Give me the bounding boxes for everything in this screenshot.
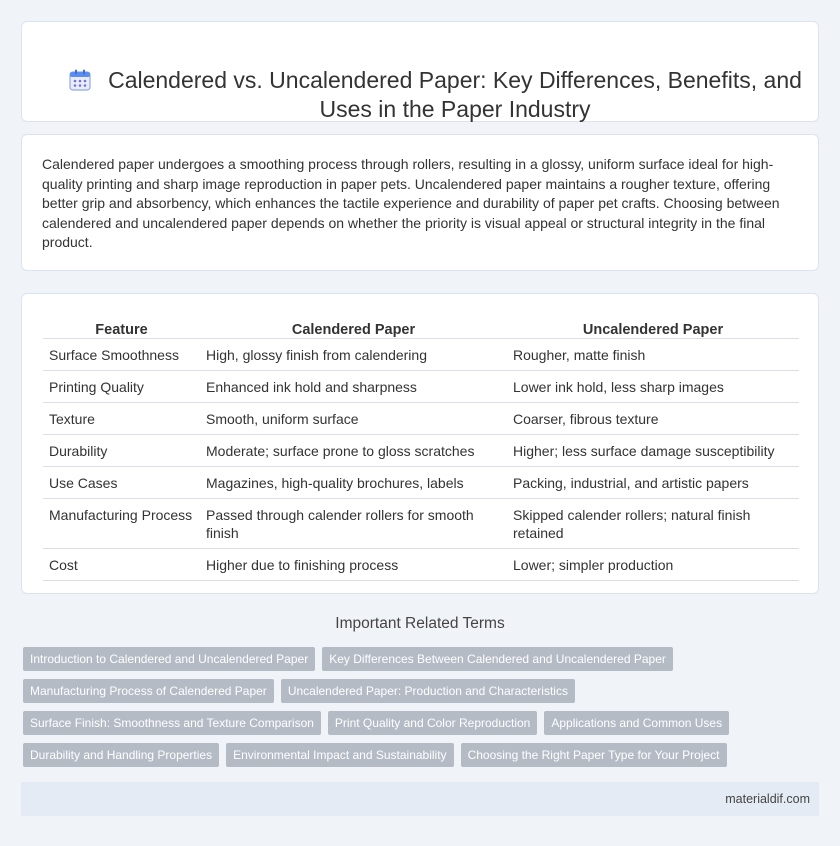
cell-feature: Durability — [43, 434, 200, 466]
related-term-tag[interactable]: Durability and Handling Properties — [23, 743, 219, 767]
cell-uncalendered: Packing, industrial, and artistic papers — [507, 466, 799, 498]
cell-feature: Texture — [43, 402, 200, 434]
related-term-tag[interactable]: Uncalendered Paper: Production and Characteristics — [281, 679, 575, 703]
related-terms-list — [23, 647, 823, 775]
tag-row — [23, 647, 823, 671]
table-row — [43, 466, 799, 498]
cell-uncalendered: Skipped calender rollers; natural finish retained — [507, 498, 799, 548]
cell-calendered: Magazines, high-quality brochures, labels — [200, 466, 507, 498]
related-term-tag[interactable]: Applications and Common Uses — [544, 711, 729, 735]
cell-calendered: Enhanced ink hold and sharpness — [200, 370, 507, 402]
cell-uncalendered: Rougher, matte finish — [507, 338, 799, 370]
related-terms-heading: Important Related Terms — [335, 615, 505, 632]
header-uncalendered: Uncalendered Paper — [507, 315, 799, 338]
cell-feature: Surface Smoothness — [43, 338, 200, 370]
cell-calendered: Moderate; surface prone to gloss scratches — [200, 434, 507, 466]
table-row — [43, 434, 799, 466]
table-row — [43, 370, 799, 402]
comparison-table-card — [21, 293, 819, 594]
cell-feature: Manufacturing Process — [43, 498, 200, 548]
related-term-tag[interactable]: Environmental Impact and Sustainability — [226, 743, 453, 767]
related-term-tag[interactable]: Key Differences Between Calendered and Uncalendered Paper — [322, 647, 673, 671]
intro-card — [21, 134, 819, 271]
cell-feature: Cost — [43, 548, 200, 580]
table-row — [43, 498, 799, 548]
tag-row — [23, 743, 823, 767]
header-feature: Feature — [43, 315, 200, 338]
cell-feature: Printing Quality — [43, 370, 200, 402]
page-title: Calendered vs. Uncalendered Paper: Key Differences, Benefits, and Uses in the Paper Industry — [108, 67, 802, 122]
cell-calendered: High, glossy finish from calendering — [200, 338, 507, 370]
related-term-tag[interactable]: Introduction to Calendered and Uncalendered Paper — [23, 647, 315, 671]
header-calendered: Calendered Paper — [200, 315, 507, 338]
intro-paragraph: Calendered paper undergoes a smoothing process through rollers, resulting in a glossy, uniform surface ideal for high-quality printing and sharp image reproduction in paper pets. Uncalendered paper maintains a rougher texture, offering better grip and absorbency, which enhances the tactile experience and durability of paper pet crafts. Choosing between calendered and uncalendered paper depends on whether the priority is visual appeal or structural integrity in the final product. — [42, 156, 780, 250]
cell-uncalendered: Higher; less surface damage susceptibility — [507, 434, 799, 466]
table-row — [43, 402, 799, 434]
comparison-table — [43, 315, 799, 581]
cell-uncalendered: Lower ink hold, less sharp images — [507, 370, 799, 402]
cell-uncalendered: Lower; simpler production — [507, 548, 799, 580]
calendar-icon — [69, 69, 91, 91]
table-header-row — [43, 315, 799, 338]
related-term-tag[interactable]: Print Quality and Color Reproduction — [328, 711, 537, 735]
related-term-tag[interactable]: Choosing the Right Paper Type for Your Project — [461, 743, 727, 767]
cell-calendered: Passed through calender rollers for smooth finish — [200, 498, 507, 548]
cell-calendered: Higher due to finishing process — [200, 548, 507, 580]
tag-row — [23, 679, 823, 703]
footer — [21, 782, 819, 816]
cell-uncalendered: Coarser, fibrous texture — [507, 402, 799, 434]
cell-calendered: Smooth, uniform surface — [200, 402, 507, 434]
footer-site-name: materialdif.com — [725, 792, 810, 806]
tag-row — [23, 711, 823, 735]
title-card — [21, 21, 819, 122]
cell-feature: Use Cases — [43, 466, 200, 498]
table-row — [43, 338, 799, 370]
related-term-tag[interactable]: Surface Finish: Smoothness and Texture Comparison — [23, 711, 321, 735]
table-row — [43, 548, 799, 580]
related-term-tag[interactable]: Manufacturing Process of Calendered Paper — [23, 679, 274, 703]
